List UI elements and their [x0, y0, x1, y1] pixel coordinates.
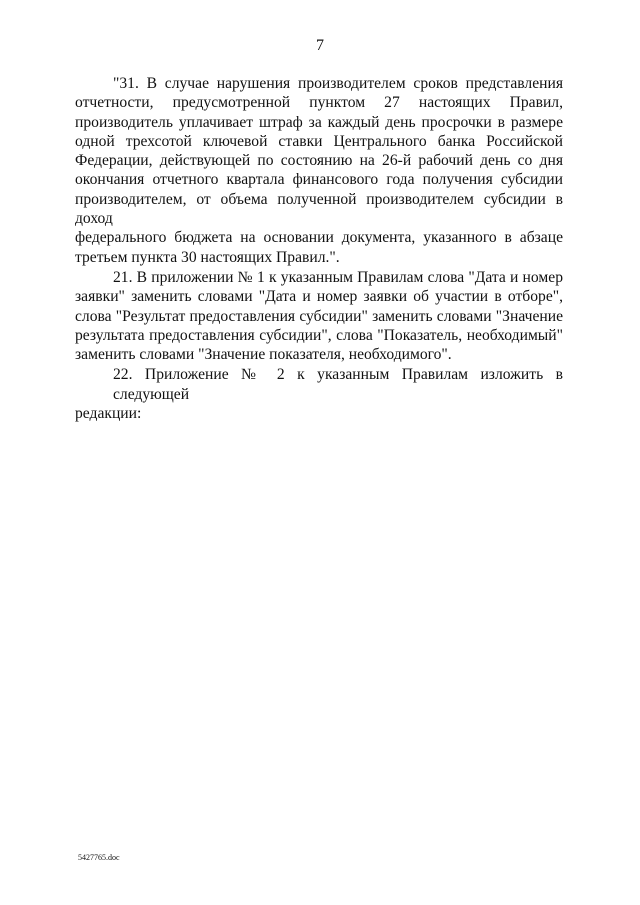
text-line: окончания отчетного квартала финансового года получения субсидии — [75, 171, 563, 189]
text-line: Федерации, действующей по состоянию на 26-й рабочий день со дня — [75, 152, 563, 170]
text-line: результата предоставления субсидии", слова "Показатель, необходимый" — [75, 326, 563, 344]
text-line: 22. Приложение № 2 к указанным Правилам изложить в следующей — [113, 366, 563, 403]
document-body — [75, 74, 563, 423]
text-line: заменить словами "Значение показателя, необходимого". — [75, 346, 452, 364]
text-line: заявки" заменить словами "Дата и номер заявки об участии в отборе", — [75, 288, 563, 306]
text-line: производителем, от объема полученной производителем субсидии в доход — [75, 190, 563, 228]
paragraph-21 — [75, 268, 563, 364]
text-line: 21. В приложении № 1 к указанным Правилам слова "Дата и номер — [113, 268, 563, 286]
text-line: отчетности, предусмотренной пунктом 27 настоящих Правил, — [75, 94, 563, 112]
paragraph-22 — [75, 365, 563, 423]
paragraph-31 — [75, 74, 563, 267]
text-line: производитель уплачивает штраф за каждый день просрочки в размере — [75, 113, 563, 131]
text-line: одной трехсотой ключевой ставки Центрального банка Российской — [75, 132, 563, 150]
text-line: слова "Результат предоставления субсидии" заменить словами "Значение — [75, 307, 563, 325]
text-line: "31. В случае нарушения производителем сроков представления — [113, 75, 563, 92]
document-file-id: 5427765.doc — [78, 853, 120, 862]
page-number: 7 — [316, 37, 324, 54]
text-line: федерального бюджета на основании документа, указанного в абзаце — [75, 229, 563, 247]
text-line: третьем пункта 30 настоящих Правил.". — [75, 248, 340, 266]
text-line: редакции: — [75, 405, 142, 423]
